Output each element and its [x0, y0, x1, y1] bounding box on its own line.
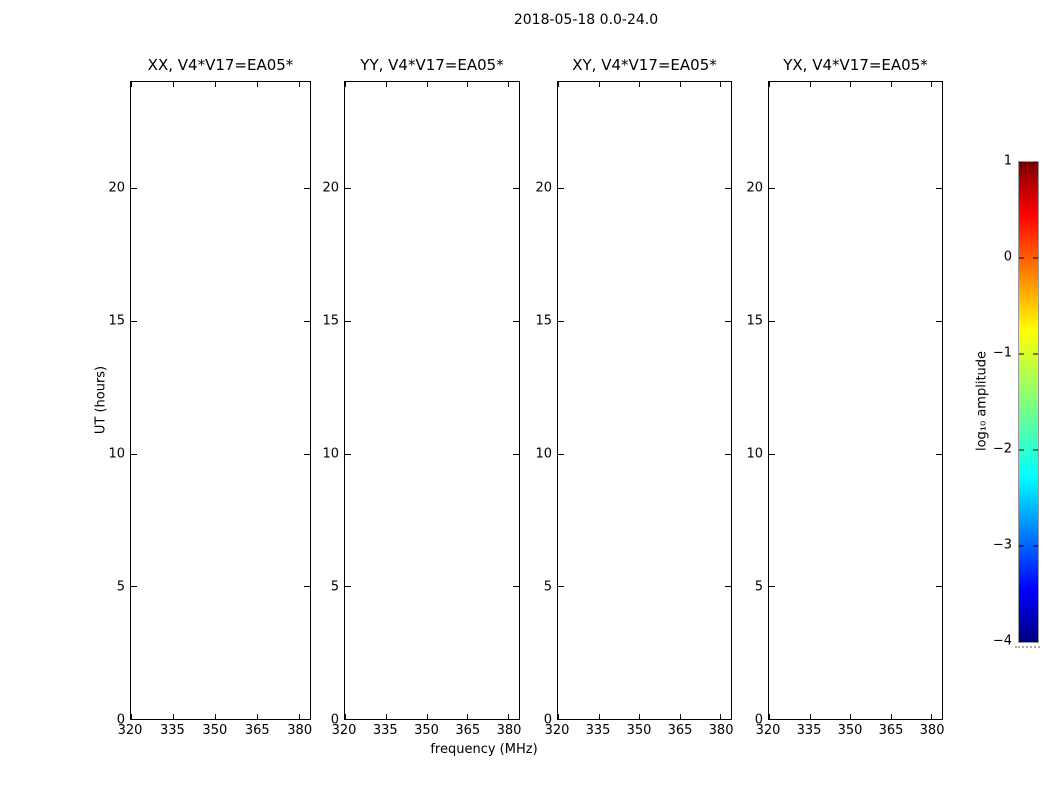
y-tick-label: 0: [116, 712, 125, 728]
x-tick-label: 350: [202, 723, 228, 738]
y-tick-label: 20: [322, 180, 339, 195]
x-tick-label: 365: [455, 723, 481, 738]
y-tick-mark: [936, 188, 942, 189]
y-tick-label: 5: [116, 579, 125, 595]
colorbar-tick-mark: [1033, 354, 1038, 355]
colorbar-end-marker: [1015, 646, 1040, 648]
colorbar-tick-label: −1: [992, 345, 1012, 361]
x-tick-mark: [467, 82, 468, 87]
y-tick-mark: [936, 454, 942, 455]
y-tick-mark: [345, 188, 351, 189]
colorbar-tick-mark: [1019, 546, 1024, 547]
y-tick-mark: [131, 454, 137, 455]
x-tick-mark: [931, 714, 932, 719]
figure-title: 2018-05-18 0.0-24.0: [513, 12, 659, 28]
x-tick-label: 335: [160, 723, 185, 738]
x-tick-mark: [257, 82, 258, 87]
x-tick-label: 350: [626, 723, 652, 738]
x-tick-mark: [427, 714, 428, 719]
y-tick-mark: [558, 321, 564, 322]
colorbar-tick-label: 0: [1003, 249, 1012, 265]
subplot-title: XY, V4*V17=EA05*: [572, 56, 717, 74]
y-tick-label: 5: [754, 579, 763, 595]
x-axis-label: frequency (MHz): [430, 742, 538, 757]
x-tick-labels: [117, 723, 313, 739]
subplot-title: YX, V4*V17=EA05*: [783, 56, 928, 74]
y-tick-mark: [131, 188, 137, 189]
y-tick-mark: [936, 586, 942, 587]
x-tick-mark: [769, 82, 770, 87]
x-tick-mark: [639, 714, 640, 719]
subplot-yx: [746, 0, 945, 800]
colorbar-tick-mark: [1019, 258, 1024, 259]
x-tick-label: 365: [244, 723, 270, 738]
colorbar-tick-mark: [1033, 642, 1038, 643]
x-tick-mark: [810, 82, 811, 87]
y-tick-mark: [131, 321, 137, 322]
x-tick-mark: [891, 714, 892, 719]
y-tick-mark: [345, 719, 351, 720]
colorbar-tick-mark: [1033, 162, 1038, 163]
y-tick-label: 15: [322, 313, 339, 329]
x-tick-mark: [599, 82, 600, 87]
subplot-xx: [108, 0, 313, 800]
colorbar-tick-label: −4: [992, 633, 1012, 649]
y-tick-label: 10: [322, 446, 339, 462]
x-tick-label: 380: [919, 723, 945, 738]
x-tick-label: 335: [796, 723, 822, 738]
colorbar-end-hatch-top: [1021, 162, 1036, 173]
x-tick-mark: [680, 714, 681, 719]
y-tick-mark: [769, 188, 775, 189]
x-tick-mark: [345, 82, 346, 87]
x-tick-mark: [386, 82, 387, 87]
x-tick-mark: [850, 714, 851, 719]
y-axis-label: UT (hours): [93, 365, 109, 435]
x-tick-mark: [386, 714, 387, 719]
plot-area: [768, 81, 943, 720]
x-tick-mark: [810, 714, 811, 719]
y-tick-label: 20: [746, 180, 763, 195]
y-tick-labels: [718, 81, 763, 728]
y-tick-mark: [345, 454, 351, 455]
y-tick-mark: [131, 719, 137, 720]
subplot-title: XX, V4*V17=EA05*: [147, 56, 294, 74]
y-tick-label: 15: [746, 313, 763, 329]
colorbar-label: log₁₀ amplitude: [974, 350, 990, 452]
colorbar-tick-mark: [1033, 450, 1038, 451]
y-tick-mark: [345, 321, 351, 322]
y-tick-label: 15: [108, 313, 125, 329]
colorbar-tick-label: −2: [992, 441, 1012, 457]
x-tick-label: 350: [837, 723, 863, 738]
x-tick-mark: [850, 82, 851, 87]
y-tick-mark: [769, 719, 775, 720]
colorbar-tick-label: 1: [1003, 153, 1012, 169]
y-tick-label: 20: [535, 180, 552, 195]
x-tick-label: 380: [496, 723, 522, 738]
y-tick-label: 10: [746, 446, 763, 462]
y-tick-mark: [558, 719, 564, 720]
x-tick-label: 335: [372, 723, 398, 738]
x-tick-mark: [427, 82, 428, 87]
x-tick-label: 320: [544, 723, 570, 738]
plot-area: [344, 81, 520, 720]
x-tick-label: 380: [708, 723, 734, 738]
x-tick-mark: [931, 82, 932, 87]
y-tick-mark: [558, 586, 564, 587]
colorbar-tick-mark: [1019, 162, 1024, 163]
colorbar-tick-mark: [1019, 354, 1024, 355]
subplot-xy: [535, 0, 734, 800]
x-tick-mark: [891, 82, 892, 87]
y-tick-mark: [769, 454, 775, 455]
plot-area: [130, 81, 311, 720]
colorbar-gradient: [1018, 161, 1039, 643]
x-tick-mark: [257, 714, 258, 719]
x-tick-mark: [215, 82, 216, 87]
x-tick-labels: [544, 723, 734, 739]
x-tick-label: 320: [755, 723, 781, 738]
x-tick-mark: [639, 82, 640, 87]
plot-area: [557, 81, 732, 720]
x-tick-mark: [680, 82, 681, 87]
y-tick-mark: [936, 321, 942, 322]
y-tick-labels: [507, 81, 552, 728]
x-tick-labels: [331, 723, 522, 739]
x-tick-labels: [755, 723, 945, 739]
x-tick-mark: [558, 82, 559, 87]
y-tick-labels: [80, 81, 125, 728]
x-tick-mark: [599, 714, 600, 719]
x-tick-mark: [215, 714, 216, 719]
x-tick-label: 350: [414, 723, 439, 738]
y-tick-label: 15: [535, 313, 552, 329]
y-tick-mark: [345, 586, 351, 587]
x-tick-label: 320: [117, 723, 143, 738]
y-tick-label: 10: [535, 446, 552, 462]
x-tick-mark: [173, 82, 174, 87]
colorbar-tick-labels: [970, 153, 1012, 649]
colorbar-tick-label: −3: [992, 537, 1012, 553]
colorbar-tick-mark: [1033, 546, 1038, 547]
colorbar-tick-mark: [1019, 450, 1024, 451]
y-tick-mark: [558, 454, 564, 455]
y-tick-labels: [294, 81, 339, 728]
x-tick-label: 365: [667, 723, 693, 738]
x-tick-label: 380: [287, 723, 313, 738]
y-tick-mark: [769, 321, 775, 322]
x-tick-label: 335: [585, 723, 611, 738]
y-tick-label: 5: [543, 579, 552, 595]
y-tick-mark: [936, 719, 942, 720]
y-tick-label: 5: [330, 579, 339, 595]
y-tick-label: 0: [330, 712, 339, 728]
x-tick-mark: [131, 82, 132, 87]
y-tick-mark: [769, 586, 775, 587]
y-tick-label: 20: [108, 180, 125, 195]
x-tick-label: 320: [331, 723, 357, 738]
x-tick-mark: [467, 714, 468, 719]
subplot-yy: [322, 0, 522, 800]
y-tick-label: 0: [754, 712, 763, 728]
colorbar-end-hatch-bottom: [1021, 629, 1036, 642]
y-tick-label: 10: [108, 446, 125, 462]
y-tick-label: 0: [543, 712, 552, 728]
colorbar-tick-mark: [1019, 642, 1024, 643]
x-tick-mark: [173, 714, 174, 719]
subplot-title: YY, V4*V17=EA05*: [360, 56, 504, 74]
y-tick-mark: [558, 188, 564, 189]
y-tick-mark: [131, 586, 137, 587]
colorbar-tick-mark: [1033, 258, 1038, 259]
x-tick-label: 365: [878, 723, 904, 738]
